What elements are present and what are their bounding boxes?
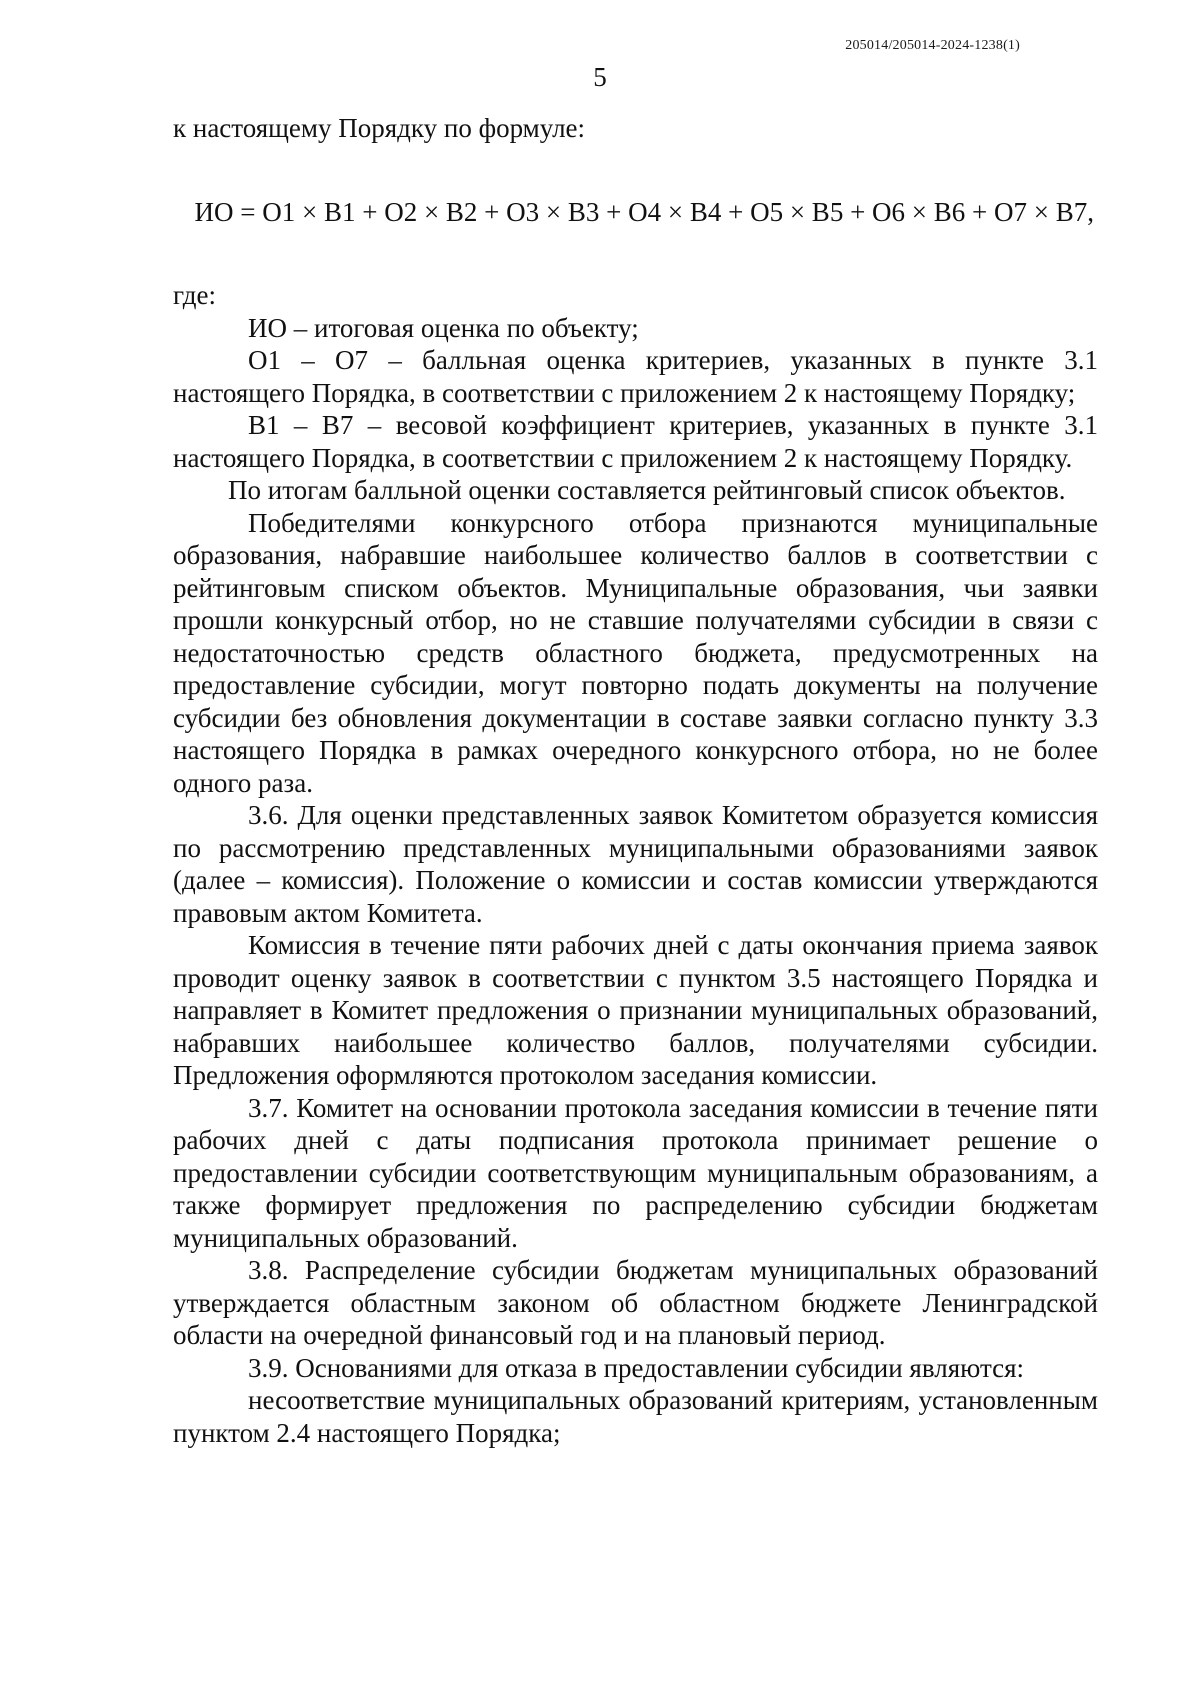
paragraph-rating: По итогам балльной оценки составляется рейтинговый список объектов. [228, 475, 1066, 505]
document-body [173, 112, 1098, 1449]
paragraph-where: где: [173, 280, 216, 310]
spacer [173, 228, 1098, 279]
paragraph-3-8: 3.8. Распределение субсидии бюджетам муниципальных образований утверждается областным законом об областном бюджете Ленинградской области на очередной финансовый год и на плановый период. [173, 1255, 1098, 1350]
paragraph-3-6: 3.6. Для оценки представленных заявок Комитетом образуется комиссия по рассмотрению представленных муниципальными образованиями заявок (далее – комиссия). Положение о комиссии и состав комиссии утверждаются правовым актом Комитета. [173, 800, 1098, 928]
definition-o: О1 – О7 – балльная оценка критериев, указанных в пункте 3.1 настоящего Порядка, в соответствии с приложением 2 к настоящему Порядку; [173, 345, 1098, 408]
definition-b: В1 – В7 – весовой коэффициент критериев, указанных в пункте 3.1 настоящего Порядка, в соответствии с приложением 2 к настоящему Порядку. [173, 410, 1098, 473]
paragraph-winners: Победителями конкурсного отбора признаются муниципальные образования, набравшие наибольшее количество баллов в соответствии с рейтинговым списком объектов. Муниципальные образования, чьи заявки прошли конкурсный отбор, но не ставшие получателями субсидии в связи с недостаточностью средств областного бюджета, предусмотренных на предоставление субсидии, могут повторно подать документы на получение субсидии без обновления документации в составе заявки согласно пункту 3.3 настоящего Порядка в рамках очередного конкурсного отбора, но не более одного раза. [173, 507, 1098, 798]
spacer [173, 145, 1098, 196]
page-number: 5 [593, 62, 607, 92]
paragraph-3-9-item: несоответствие муниципальных образований критериям, установленным пунктом 2.4 настоящего Порядка; [173, 1385, 1098, 1448]
paragraph-intro: к настоящему Порядку по формуле: [173, 113, 586, 143]
paragraph-commission: Комиссия в течение пяти рабочих дней с даты окончания приема заявок проводит оценку заявок в соответствии с пунктом 3.5 настоящего Порядка и направляет в Комитет предложения о признании муниципальных образований, набравших наибольшее количество баллов, получателями субсидии. Предложения оформляются протоколом заседания комиссии. [173, 930, 1098, 1090]
formula: ИО = О1 × В1 + О2 × В2 + О3 × В3 + О4 × В4 + О5 × В5 + О6 × В6 + О7 × В7, [194, 196, 1094, 227]
document-code: 205014/205014-2024-1238(1) [845, 38, 1020, 53]
paragraph-3-7: 3.7. Комитет на основании протокола заседания комиссии в течение пяти рабочих дней с даты подписания протокола принимает решение о предоставлении субсидии соответствующим муниципальным образованиям, а также формирует предложения по распределению субсидии бюджетам муниципальных образований. [173, 1092, 1098, 1253]
paragraph-3-9: 3.9. Основаниями для отказа в предоставлении субсидии являются: [248, 1352, 1024, 1383]
definition-io: ИО – итоговая оценка по объекту; [248, 312, 639, 343]
